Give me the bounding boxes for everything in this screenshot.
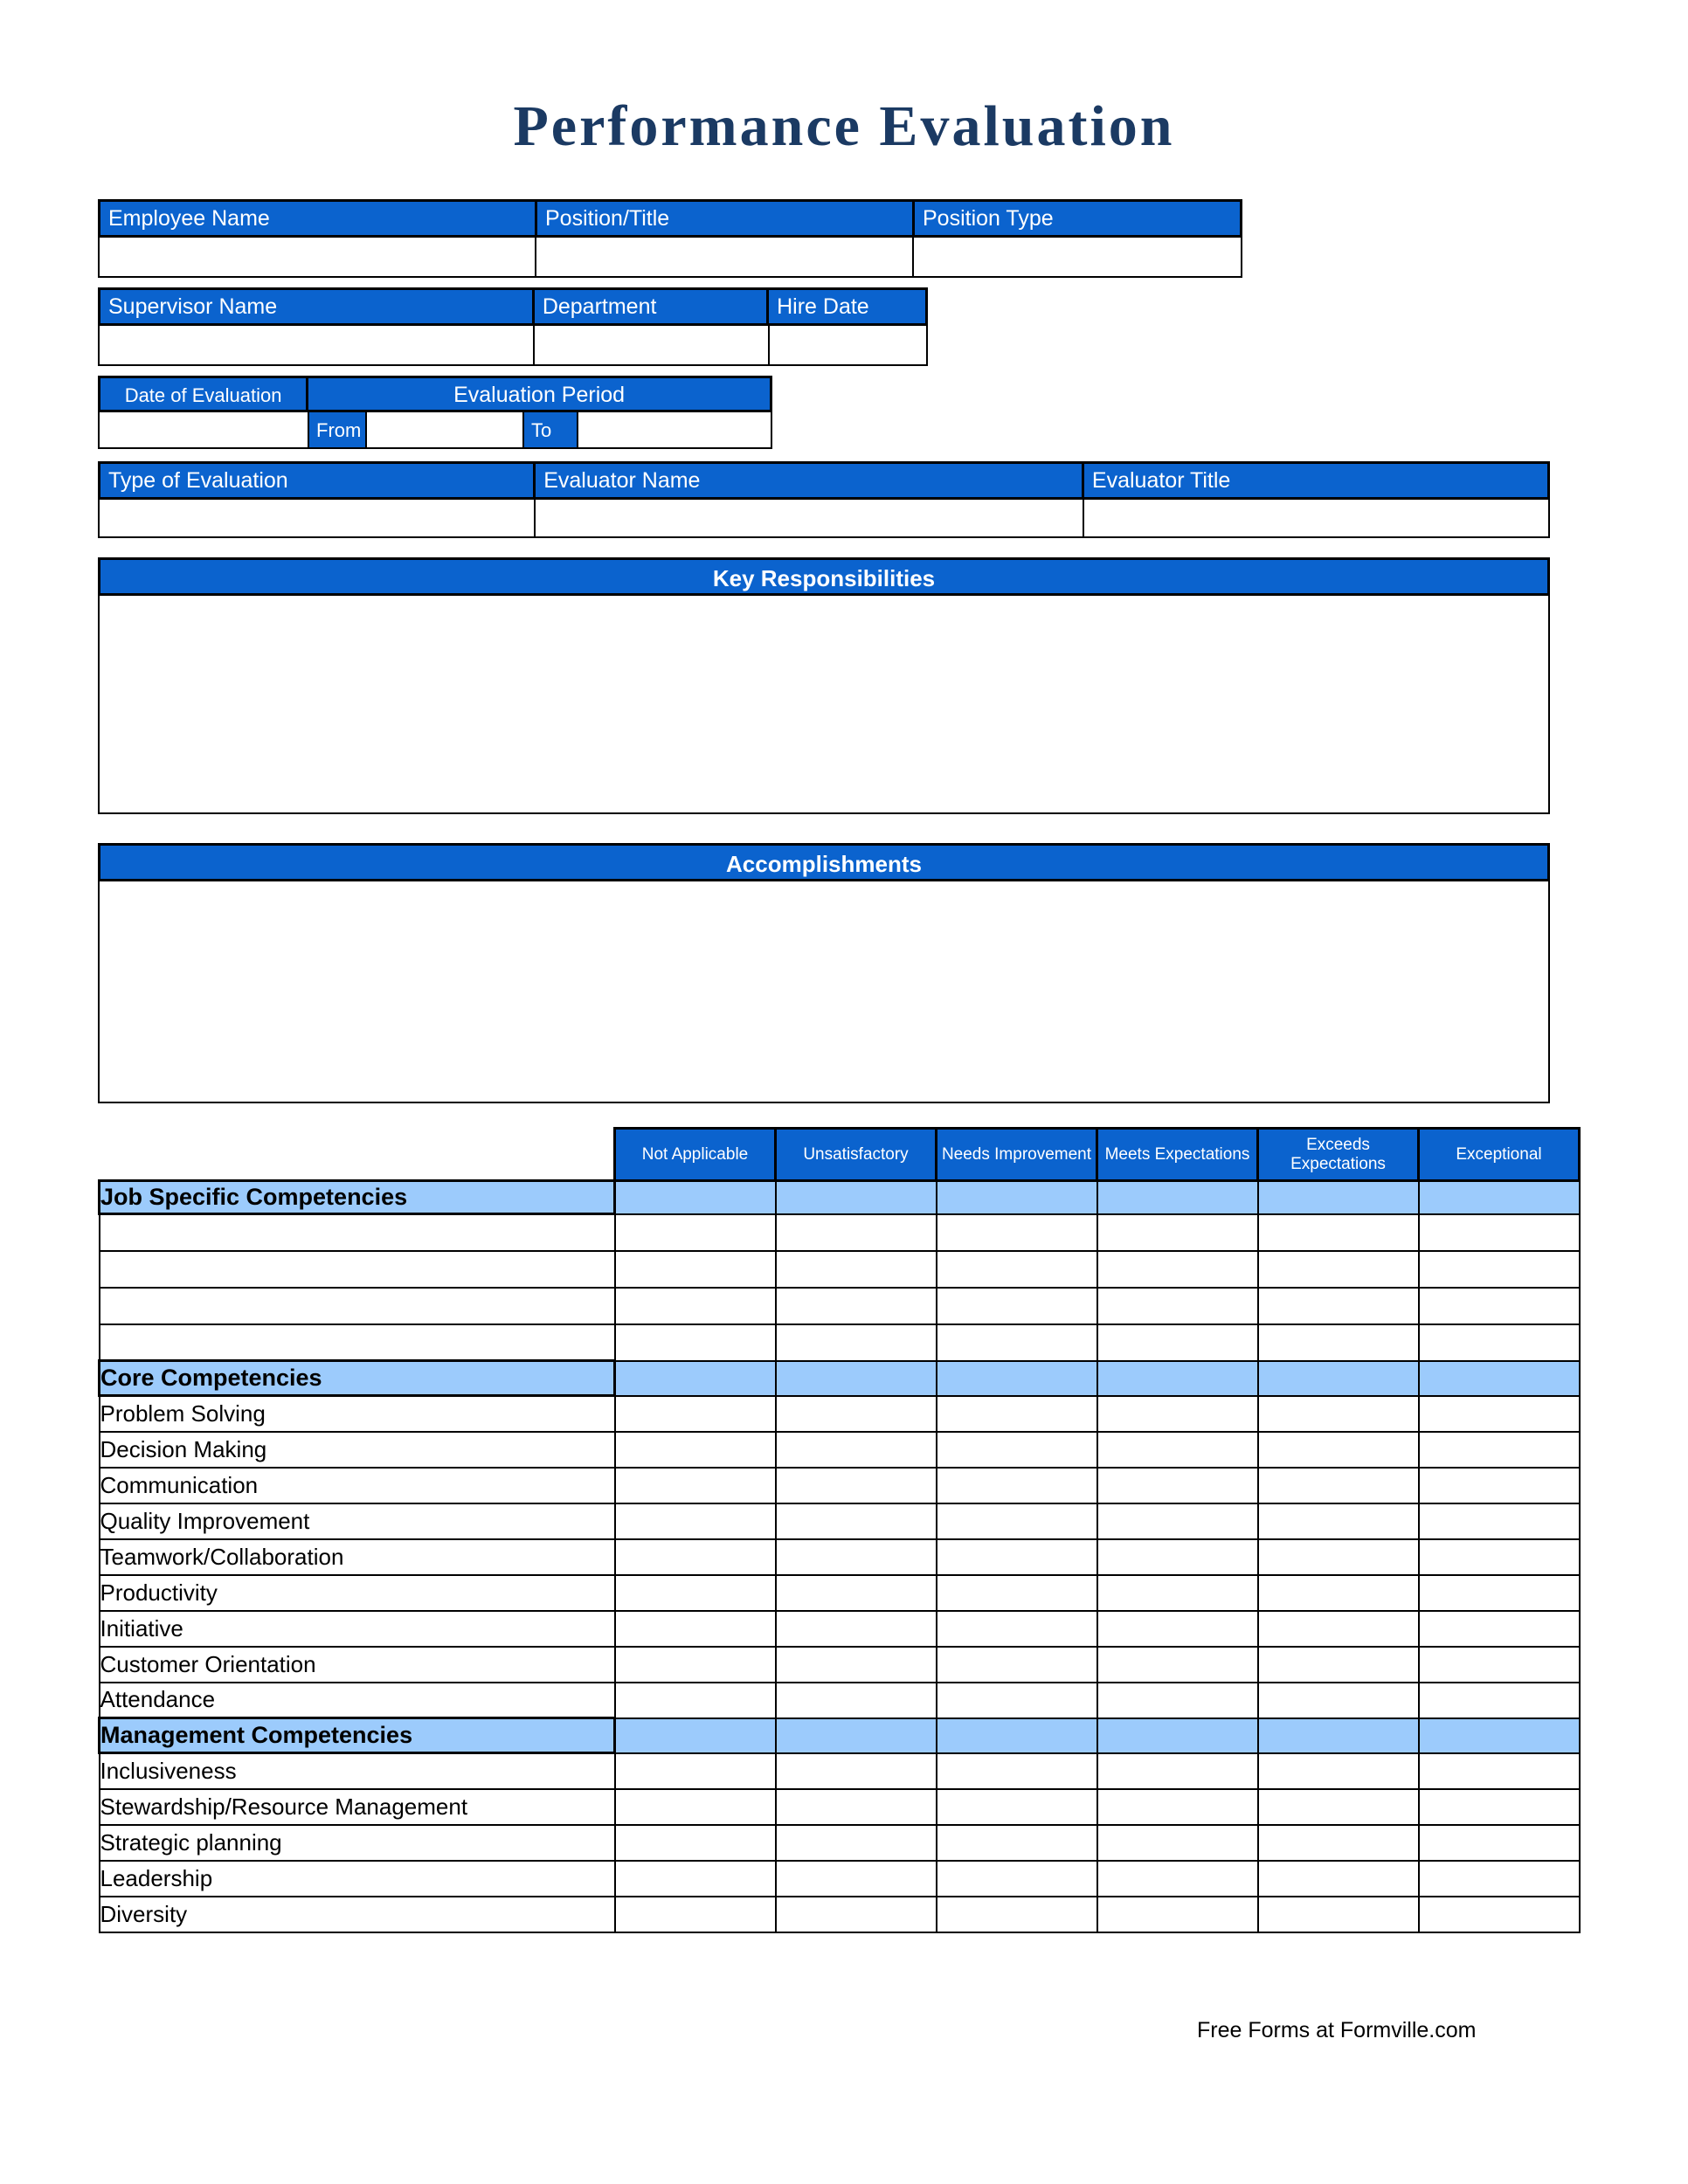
table-row	[100, 1539, 1580, 1575]
rating-checkbox-cell[interactable]	[937, 1647, 1097, 1683]
rating-column-not-applicable: Not Applicable	[615, 1129, 776, 1181]
rating-checkbox-cell[interactable]	[937, 1789, 1097, 1825]
evaluator-title-input[interactable]	[1084, 500, 1548, 536]
evaluator-inputs	[98, 500, 1550, 538]
evaluation-period-header: Evaluation Period	[308, 378, 770, 410]
position-title-input[interactable]	[536, 238, 914, 276]
rating-checkbox-cell[interactable]	[776, 1611, 937, 1647]
rating-checkbox-cell[interactable]	[1097, 1789, 1258, 1825]
rating-checkbox-cell[interactable]	[615, 1396, 776, 1432]
rating-checkbox-cell[interactable]	[615, 1251, 776, 1288]
rating-checkbox-cell[interactable]	[776, 1753, 937, 1789]
rating-column-needs-improvement: Needs Improvement	[937, 1129, 1097, 1181]
department-input[interactable]	[535, 326, 770, 364]
hire-date-header: Hire Date	[769, 290, 925, 323]
rating-checkbox-cell[interactable]	[615, 1468, 776, 1503]
table-row	[100, 1432, 1580, 1468]
employee-name-input[interactable]	[100, 238, 536, 276]
rating-checkbox-cell[interactable]	[776, 1647, 937, 1683]
rating-checkbox-cell[interactable]	[776, 1897, 937, 1932]
rating-checkbox-cell[interactable]	[776, 1288, 937, 1324]
group-fill-cell	[1419, 1181, 1580, 1214]
table-row	[100, 1288, 1580, 1324]
rating-checkbox-cell[interactable]	[776, 1575, 937, 1611]
rating-checkbox-cell[interactable]	[1419, 1251, 1580, 1288]
rating-checkbox-cell[interactable]	[1258, 1753, 1419, 1789]
group-fill-cell	[1097, 1181, 1258, 1214]
supervisor-headers	[98, 287, 928, 326]
rating-checkbox-cell[interactable]	[1097, 1288, 1258, 1324]
table-row	[100, 1753, 1580, 1789]
table-row	[100, 1683, 1580, 1718]
key-responsibilities-textarea[interactable]	[98, 596, 1550, 814]
rating-checkbox-cell[interactable]	[1419, 1468, 1580, 1503]
competency-label[interactable]	[100, 1214, 615, 1251]
rating-checkbox-cell[interactable]	[1419, 1825, 1580, 1861]
rating-checkbox-cell[interactable]	[1419, 1539, 1580, 1575]
competency-label: Communication	[100, 1468, 615, 1503]
employee-identity-row	[98, 199, 1242, 278]
group-label-job-specific: Job Specific Competencies	[100, 1181, 615, 1214]
accomplishments-header: Accomplishments	[98, 843, 1550, 881]
rating-checkbox-cell[interactable]	[1097, 1683, 1258, 1718]
supervisor-inputs	[98, 326, 928, 366]
competency-label: Problem Solving	[100, 1396, 615, 1432]
rating-checkbox-cell[interactable]	[1419, 1503, 1580, 1539]
rating-checkbox-cell[interactable]	[1419, 1897, 1580, 1932]
key-responsibilities-header: Key Responsibilities	[98, 557, 1550, 596]
rating-checkbox-cell[interactable]	[776, 1825, 937, 1861]
evaluator-name-header: Evaluator Name	[536, 464, 1084, 497]
rating-checkbox-cell[interactable]	[937, 1251, 1097, 1288]
rating-checkbox-cell[interactable]	[937, 1897, 1097, 1932]
group-fill-cell	[1097, 1718, 1258, 1753]
rating-checkbox-cell[interactable]	[1258, 1825, 1419, 1861]
rating-checkbox-cell[interactable]	[1419, 1396, 1580, 1432]
rating-column-exceptional: Exceptional	[1419, 1129, 1580, 1181]
rating-checkbox-cell[interactable]	[1258, 1324, 1419, 1361]
rating-checkbox-cell[interactable]	[1419, 1753, 1580, 1789]
rating-checkbox-cell[interactable]	[1097, 1825, 1258, 1861]
period-from-label: From	[309, 412, 367, 447]
rating-checkbox-cell[interactable]	[776, 1214, 937, 1251]
rating-checkbox-cell[interactable]	[776, 1539, 937, 1575]
rating-checkbox-cell[interactable]	[937, 1288, 1097, 1324]
rating-checkbox-cell[interactable]	[1097, 1396, 1258, 1432]
period-to-input[interactable]	[578, 412, 736, 447]
type-of-evaluation-input[interactable]	[100, 500, 536, 536]
rating-checkbox-cell[interactable]	[615, 1611, 776, 1647]
department-header: Department	[535, 290, 769, 323]
competency-label: Leadership	[100, 1861, 615, 1897]
rating-checkbox-cell[interactable]	[937, 1214, 1097, 1251]
competency-label[interactable]	[100, 1251, 615, 1288]
rating-checkbox-cell[interactable]	[776, 1396, 937, 1432]
competency-label: Decision Making	[100, 1432, 615, 1468]
group-fill-cell	[1419, 1361, 1580, 1396]
key-responsibilities-section	[98, 557, 1550, 814]
evaluation-period-inputs	[98, 412, 772, 449]
rating-checkbox-cell[interactable]	[776, 1251, 937, 1288]
table-row	[100, 1575, 1580, 1611]
date-of-evaluation-input[interactable]	[100, 412, 309, 447]
rating-checkbox-cell[interactable]	[1097, 1503, 1258, 1539]
group-fill-cell	[776, 1718, 937, 1753]
rating-checkbox-cell[interactable]	[615, 1324, 776, 1361]
rating-checkbox-cell[interactable]	[615, 1539, 776, 1575]
rating-scale-header-row	[100, 1129, 1580, 1181]
group-label-core: Core Competencies	[100, 1361, 615, 1396]
table-row	[100, 1647, 1580, 1683]
rating-checkbox-cell[interactable]	[615, 1288, 776, 1324]
group-fill-cell	[1419, 1718, 1580, 1753]
supervisor-name-header: Supervisor Name	[100, 290, 535, 323]
rating-checkbox-cell[interactable]	[937, 1503, 1097, 1539]
rating-checkbox-cell[interactable]	[776, 1683, 937, 1718]
rating-checkbox-cell[interactable]	[615, 1897, 776, 1932]
supervisor-row	[98, 287, 928, 366]
rating-checkbox-cell[interactable]	[1097, 1539, 1258, 1575]
rating-checkbox-cell[interactable]	[937, 1861, 1097, 1897]
accomplishments-textarea[interactable]	[98, 881, 1550, 1103]
evaluator-headers	[98, 461, 1550, 500]
competency-label: Productivity	[100, 1575, 615, 1611]
rating-checkbox-cell[interactable]	[1419, 1789, 1580, 1825]
rating-checkbox-cell[interactable]	[937, 1683, 1097, 1718]
rating-checkbox-cell[interactable]	[615, 1503, 776, 1539]
rating-checkbox-cell[interactable]	[1258, 1539, 1419, 1575]
table-row	[100, 1503, 1580, 1539]
rating-checkbox-cell[interactable]	[1258, 1288, 1419, 1324]
table-row	[100, 1324, 1580, 1361]
evaluation-period-headers	[98, 376, 772, 412]
group-fill-cell	[937, 1718, 1097, 1753]
employee-name-header: Employee Name	[100, 202, 537, 235]
table-row	[100, 1825, 1580, 1861]
rating-checkbox-cell[interactable]	[1097, 1753, 1258, 1789]
competency-label[interactable]	[100, 1288, 615, 1324]
competency-rows	[100, 1181, 1580, 1932]
rating-checkbox-cell[interactable]	[1419, 1861, 1580, 1897]
rating-checkbox-cell[interactable]	[937, 1825, 1097, 1861]
employee-identity-inputs	[98, 238, 1242, 278]
competency-label: Diversity	[100, 1897, 615, 1932]
page-title: Performance Evaluation	[513, 94, 1175, 158]
table-row	[100, 1611, 1580, 1647]
group-header-row	[100, 1181, 1580, 1214]
group-fill-cell	[615, 1361, 776, 1396]
rating-checkbox-cell[interactable]	[937, 1539, 1097, 1575]
group-header-row	[100, 1361, 1580, 1396]
rating-checkbox-cell[interactable]	[1097, 1611, 1258, 1647]
competency-label: Quality Improvement	[100, 1503, 615, 1539]
rating-checkbox-cell[interactable]	[776, 1432, 937, 1468]
evaluator-name-input[interactable]	[536, 500, 1084, 536]
group-fill-cell	[937, 1361, 1097, 1396]
table-row	[100, 1214, 1580, 1251]
evaluator-title-header: Evaluator Title	[1084, 464, 1547, 497]
rating-checkbox-cell[interactable]	[1097, 1647, 1258, 1683]
group-label-management: Management Competencies	[100, 1718, 615, 1753]
footer-attribution: Free Forms at Formville.com	[1197, 2018, 1477, 2042]
table-row	[100, 1897, 1580, 1932]
group-header-row	[100, 1718, 1580, 1753]
rating-checkbox-cell[interactable]	[1419, 1288, 1580, 1324]
rating-checkbox-cell[interactable]	[615, 1683, 776, 1718]
rating-checkbox-cell[interactable]	[1419, 1647, 1580, 1683]
rating-checkbox-cell[interactable]	[1258, 1611, 1419, 1647]
rating-checkbox-cell[interactable]	[1258, 1897, 1419, 1932]
table-row	[100, 1396, 1580, 1432]
rating-checkbox-cell[interactable]	[1258, 1647, 1419, 1683]
rating-checkbox-cell[interactable]	[937, 1468, 1097, 1503]
group-fill-cell	[615, 1181, 776, 1214]
rating-checkbox-cell[interactable]	[615, 1647, 776, 1683]
rating-checkbox-cell[interactable]	[1258, 1683, 1419, 1718]
competency-label: Strategic planning	[100, 1825, 615, 1861]
type-of-evaluation-header: Type of Evaluation	[100, 464, 536, 497]
rating-column-exceeds-expectations: Exceeds Expectations	[1258, 1129, 1419, 1181]
rating-checkbox-cell[interactable]	[937, 1575, 1097, 1611]
rating-checkbox-cell[interactable]	[615, 1861, 776, 1897]
date-of-evaluation-header: Date of Evaluation	[100, 378, 308, 410]
competency-label: Inclusiveness	[100, 1753, 615, 1789]
table-row	[100, 1789, 1580, 1825]
group-fill-cell	[776, 1361, 937, 1396]
competency-label: Customer Orientation	[100, 1647, 615, 1683]
table-row	[100, 1468, 1580, 1503]
supervisor-name-input[interactable]	[100, 326, 535, 364]
rating-column-meets-expectations: Meets Expectations	[1097, 1129, 1258, 1181]
rating-checkbox-cell[interactable]	[776, 1861, 937, 1897]
rating-checkbox-cell[interactable]	[615, 1753, 776, 1789]
group-fill-cell	[1097, 1361, 1258, 1396]
rating-checkbox-cell[interactable]	[1258, 1503, 1419, 1539]
table-row	[100, 1251, 1580, 1288]
rating-checkbox-cell[interactable]	[776, 1324, 937, 1361]
group-fill-cell	[1258, 1718, 1419, 1753]
period-from-input[interactable]	[367, 412, 524, 447]
rating-checkbox-cell[interactable]	[937, 1753, 1097, 1789]
competency-label: Initiative	[100, 1611, 615, 1647]
rating-checkbox-cell[interactable]	[1258, 1396, 1419, 1432]
period-to-label: To	[524, 412, 578, 447]
rating-column-unsatisfactory: Unsatisfactory	[776, 1129, 937, 1181]
competency-label[interactable]	[100, 1324, 615, 1361]
rating-checkbox-cell[interactable]	[1258, 1432, 1419, 1468]
position-type-header: Position Type	[915, 202, 1240, 235]
competency-rating-matrix	[98, 1127, 1581, 1933]
accomplishments-section	[98, 843, 1550, 1103]
rating-checkbox-cell[interactable]	[1097, 1575, 1258, 1611]
rating-checkbox-cell[interactable]	[1097, 1432, 1258, 1468]
rating-checkbox-cell[interactable]	[1258, 1468, 1419, 1503]
group-fill-cell	[615, 1718, 776, 1753]
rating-checkbox-cell[interactable]	[1097, 1214, 1258, 1251]
rating-checkbox-cell[interactable]	[937, 1396, 1097, 1432]
hire-date-input[interactable]	[770, 326, 926, 364]
rating-checkbox-cell[interactable]	[615, 1214, 776, 1251]
rating-checkbox-cell[interactable]	[776, 1789, 937, 1825]
rating-checkbox-cell[interactable]	[1419, 1324, 1580, 1361]
rating-checkbox-cell[interactable]	[1258, 1789, 1419, 1825]
rating-checkbox-cell[interactable]	[615, 1432, 776, 1468]
rating-checkbox-cell[interactable]	[1097, 1251, 1258, 1288]
rating-checkbox-cell[interactable]	[1258, 1214, 1419, 1251]
rating-checkbox-cell[interactable]	[615, 1789, 776, 1825]
rating-checkbox-cell[interactable]	[1419, 1432, 1580, 1468]
competency-label: Teamwork/Collaboration	[100, 1539, 615, 1575]
rating-checkbox-cell[interactable]	[1419, 1575, 1580, 1611]
group-fill-cell	[1258, 1181, 1419, 1214]
group-fill-cell	[937, 1181, 1097, 1214]
rating-checkbox-cell[interactable]	[615, 1825, 776, 1861]
employee-identity-headers	[98, 199, 1242, 238]
position-type-input[interactable]	[914, 238, 1239, 276]
rating-checkbox-cell[interactable]	[1097, 1897, 1258, 1932]
rating-checkbox-cell[interactable]	[776, 1468, 937, 1503]
rating-checkbox-cell[interactable]	[1097, 1324, 1258, 1361]
rating-checkbox-cell[interactable]	[1419, 1683, 1580, 1718]
competency-label: Stewardship/Resource Management	[100, 1789, 615, 1825]
group-fill-cell	[776, 1181, 937, 1214]
rating-checkbox-cell[interactable]	[1419, 1214, 1580, 1251]
rating-checkbox-cell[interactable]	[615, 1575, 776, 1611]
rating-checkbox-cell[interactable]	[1097, 1861, 1258, 1897]
matrix-corner-spacer	[100, 1129, 615, 1181]
position-title-header: Position/Title	[537, 202, 915, 235]
rating-checkbox-cell[interactable]	[1258, 1861, 1419, 1897]
rating-checkbox-cell[interactable]	[937, 1611, 1097, 1647]
evaluator-row	[98, 461, 1550, 538]
table-row	[100, 1861, 1580, 1897]
rating-checkbox-cell[interactable]	[937, 1432, 1097, 1468]
rating-checkbox-cell[interactable]	[1258, 1251, 1419, 1288]
rating-checkbox-cell[interactable]	[1419, 1611, 1580, 1647]
evaluation-period-row	[98, 376, 772, 449]
rating-checkbox-cell[interactable]	[1258, 1575, 1419, 1611]
group-fill-cell	[1258, 1361, 1419, 1396]
rating-checkbox-cell[interactable]	[1097, 1468, 1258, 1503]
rating-checkbox-cell[interactable]	[937, 1324, 1097, 1361]
competency-label: Attendance	[100, 1683, 615, 1718]
rating-checkbox-cell[interactable]	[776, 1503, 937, 1539]
